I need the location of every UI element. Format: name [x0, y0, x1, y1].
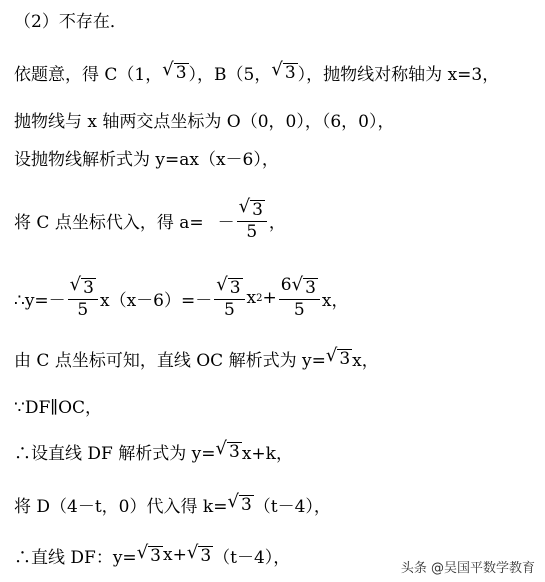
line-3: 抛物线与 x 轴两交点坐标为 O（0，0），（6，0）， — [14, 111, 395, 132]
fraction: √ 3 5 — [68, 276, 98, 320]
fraction: 6 √ 3 5 — [279, 276, 320, 320]
line-9: ∴设直线 DF 解析式为 y= √ 3 x+k， — [14, 438, 293, 464]
sqrt: √ 3 — [227, 491, 252, 516]
line-11: ∴直线 DF：y= √ 3 x+ √ 3 （t－4）， — [14, 542, 291, 568]
line-8: ∵DF∥OC， — [14, 397, 103, 418]
sqrt: √ 3 — [271, 59, 296, 84]
line-1: （2）不存在． — [14, 11, 127, 32]
sqrt: √ 3 — [136, 542, 161, 567]
line-7: 由 C 点坐标可知，直线 OC 解析式为 y= √ 3 x， — [14, 345, 379, 371]
line-4: 设抛物线解析式为 y=ax（x－6）， — [14, 149, 279, 170]
sqrt: √ 3 — [325, 345, 351, 370]
sqrt: √ 3 — [215, 438, 240, 463]
fraction: √ 3 5 — [214, 276, 244, 320]
watermark: 头条 @吴国平数学教育 — [400, 561, 535, 576]
line-6: ∴y=－ √ 3 5 x（x－6）=－ √ 3 5 x 2 + 6 √ 3 5 x， — [14, 274, 349, 320]
line-5: 将 C 点坐标代入，得 a= － √ 3 5 ， — [14, 196, 286, 242]
fraction: √ 3 5 — [237, 198, 267, 242]
line-2: 依题意，得 C（1， √ 3 ），B（5， √ 3 ），抛物线对称轴为 x=3， — [14, 59, 500, 85]
line-10: 将 D（4－t，0）代入得 k= √ 3 （t－4）， — [14, 491, 331, 517]
sqrt: √ 3 — [162, 59, 187, 84]
sqrt: √ 3 — [186, 542, 212, 567]
